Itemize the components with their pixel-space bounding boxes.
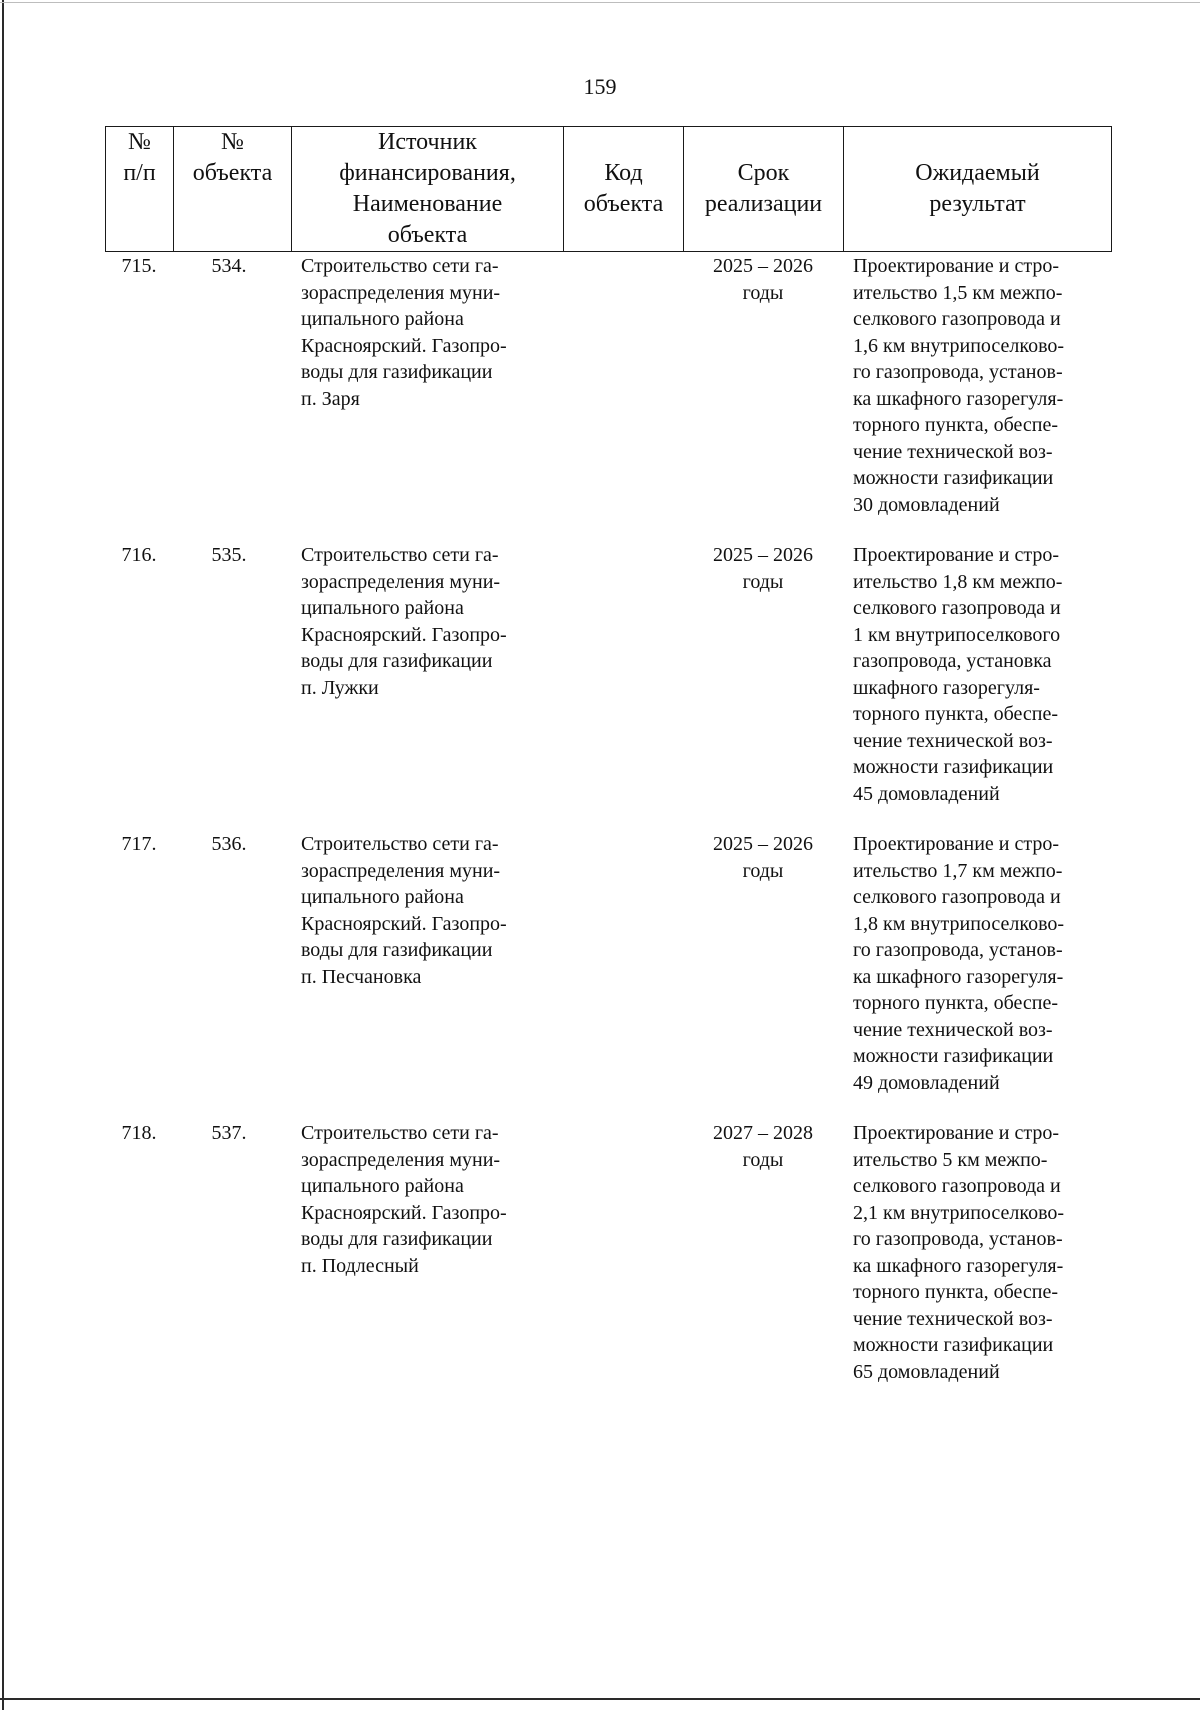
header-object-code: Код объекта xyxy=(564,127,684,252)
financing-source: Строительство сети га- зораспределения муни- ципального района Красноярский. Газопро- воды для газификации п. Подлесный xyxy=(301,1122,507,1277)
implementation-term: 2025 – 2026 годы xyxy=(713,255,813,304)
expected-result: Проектирование и стро- ительство 5 км межпо- селкового газопровода и 2,1 км внутрипоселково- го газопровода, установ- ка шкафного газорегуля- торного пункта, обеспе- чение технической воз- можности газификации 65 домовладений xyxy=(853,1122,1065,1383)
object-number: 535. xyxy=(211,544,247,566)
expected-result: Проектирование и стро- ительство 1,8 км межпо- селкового газопровода и 1 км внутрипоселкового газопровода, установка шкафного газорегуля- торного пункта, обеспе- чение технической воз- можности газификации 45 домовладений xyxy=(853,544,1063,805)
table-row xyxy=(105,251,1111,540)
header-object-number: № объекта xyxy=(174,127,292,252)
financing-source: Строительство сети га- зораспределения муни- ципального района Красноярский. Газопро- воды для газификации п. Песчановка xyxy=(301,833,507,988)
header-term: Срок реализации xyxy=(684,127,844,252)
table-row xyxy=(105,540,1111,829)
page-number: 159 xyxy=(583,74,617,99)
table-body xyxy=(105,251,1111,1407)
object-number: 536. xyxy=(211,833,247,855)
scan-edge-left xyxy=(2,0,4,1710)
implementation-term: 2025 – 2026 годы xyxy=(713,833,813,882)
implementation-term: 2025 – 2026 годы xyxy=(713,544,813,593)
object-number: 537. xyxy=(211,1122,247,1144)
table-row xyxy=(105,829,1111,1118)
row-number: 715. xyxy=(121,255,157,277)
expected-result: Проектирование и стро- ительство 1,5 км межпо- селкового газопровода и 1,6 км внутрипоселково- го газопровода, установ- ка шкафного газорегуля- торного пункта, обеспе- чение технической воз- можности газификации 30 домовладений xyxy=(853,255,1065,516)
scan-edge-bottom xyxy=(0,1698,1200,1700)
financing-source: Строительство сети га- зораспределения муни- ципального района Красноярский. Газопро- воды для газификации п. Заря xyxy=(301,255,507,410)
row-number: 716. xyxy=(121,544,157,566)
scan-edge-top xyxy=(0,2,1200,3)
table-row xyxy=(105,1118,1111,1407)
object-number: 534. xyxy=(211,255,247,277)
row-number: 717. xyxy=(121,833,157,855)
header-result: Ожидаемый результат xyxy=(844,127,1112,252)
row-number: 718. xyxy=(121,1122,157,1144)
header-source: Источник финансирования, Наименование объекта xyxy=(292,127,564,252)
table-header xyxy=(105,126,1112,252)
header-num: № п/п xyxy=(106,127,174,252)
implementation-term: 2027 – 2028 годы xyxy=(713,1122,813,1171)
financing-source: Строительство сети га- зораспределения муни- ципального района Красноярский. Газопро- воды для газификации п. Лужки xyxy=(301,544,507,699)
expected-result: Проектирование и стро- ительство 1,7 км межпо- селкового газопровода и 1,8 км внутрипоселково- го газопровода, установ- ка шкафного газорегуля- торного пункта, обеспе- чение технической воз- можности газификации 49 домовладений xyxy=(853,833,1065,1094)
